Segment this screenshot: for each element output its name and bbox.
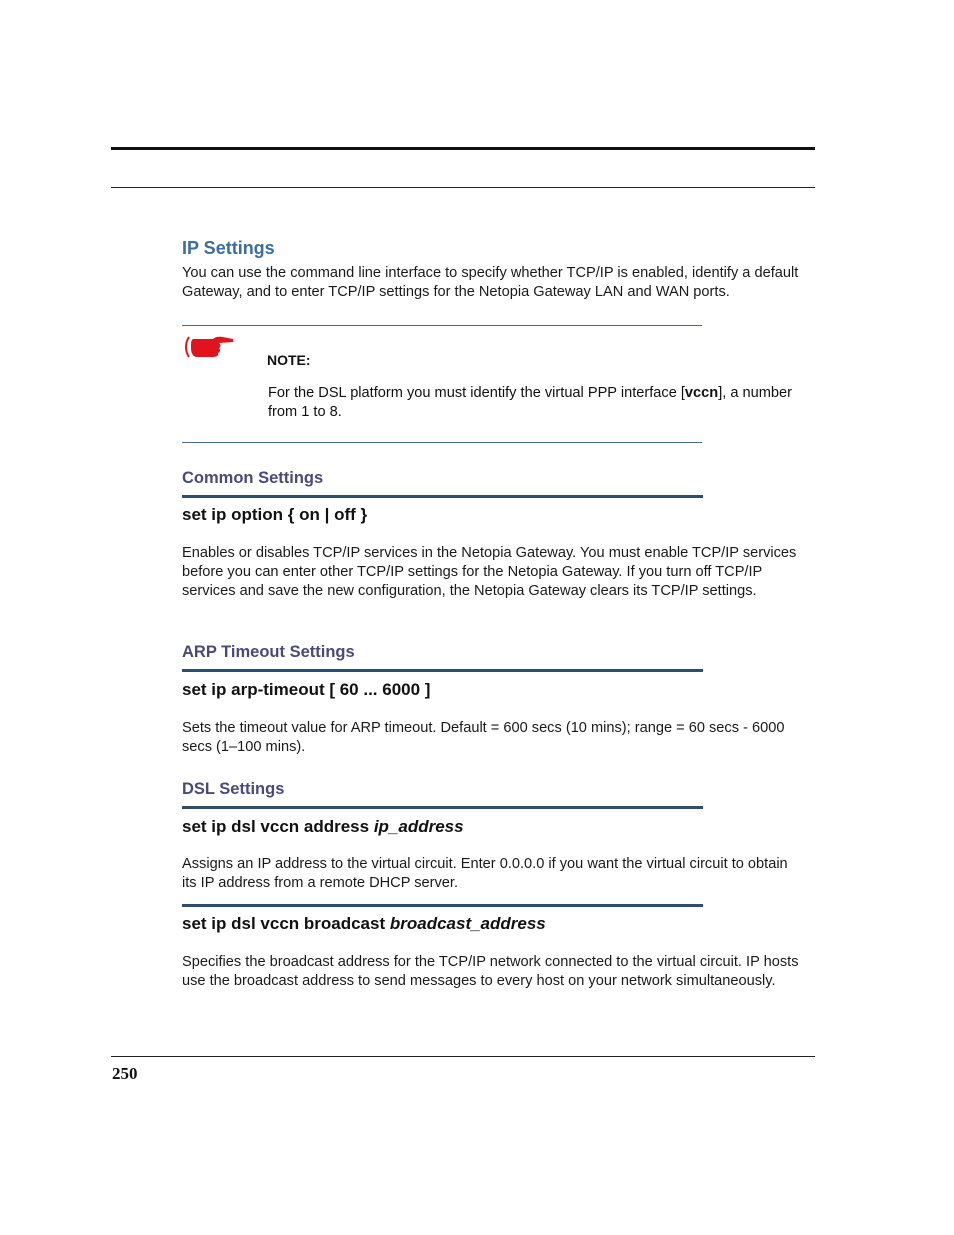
note-rule-top bbox=[182, 325, 702, 326]
set-ip-dsl-broadcast-command bbox=[182, 914, 546, 934]
address-param: ip_address bbox=[373, 817, 464, 836]
ip-settings-intro: You can use the command line interface to specify whether TCP/IP is enabled, identify a default Gateway, and to enter TCP/IP settings for the Netopia Gateway LAN and WAN ports. bbox=[182, 265, 799, 300]
page-number: 250 bbox=[112, 1064, 138, 1083]
pointing-hand-icon bbox=[183, 333, 235, 361]
dsl-settings-rule bbox=[182, 806, 703, 809]
broadcast-command-text: set ip dsl vccn broadcast bbox=[182, 914, 390, 933]
set-ip-dsl-address-command bbox=[182, 817, 464, 837]
arp-timeout-description: Sets the timeout value for ARP timeout. Default = 600 secs (10 mins); range = 60 secs - 6000 secs (1–100 mins). bbox=[182, 720, 785, 755]
note-text-bold: vccn bbox=[684, 385, 719, 401]
note-label: NOTE: bbox=[267, 352, 311, 368]
ip-settings-heading: IP Settings bbox=[182, 238, 275, 258]
set-ip-arp-timeout-command: set ip arp-timeout [ 60 ... 6000 ] bbox=[182, 680, 431, 699]
note-text-after: ], a number from 1 to 8. bbox=[268, 385, 793, 420]
note-text bbox=[268, 384, 808, 422]
arp-timeout-heading: ARP Timeout Settings bbox=[182, 643, 355, 661]
arp-timeout-rule bbox=[182, 669, 703, 672]
footer-rule bbox=[111, 1056, 815, 1057]
set-ip-option-command: set ip option { on | off } bbox=[182, 505, 368, 524]
address-command-text: set ip dsl vccn address bbox=[182, 817, 374, 836]
note-rule-bottom bbox=[182, 442, 702, 443]
dsl-broadcast-description: Specifies the broadcast address for the TCP/IP network connected to the virtual circuit. IP hosts use the broadcast address to send messages to every host on your network simultaneously. bbox=[182, 954, 799, 989]
common-settings-rule bbox=[182, 495, 703, 498]
header-rule-thick bbox=[111, 147, 815, 150]
common-settings-heading: Common Settings bbox=[182, 469, 324, 487]
note-text-before: For the DSL platform you must identify the virtual PPP interface [ bbox=[268, 385, 685, 401]
dsl-address-description: Assigns an IP address to the virtual circuit. Enter 0.0.0.0 if you want the virtual circuit to obtain its IP address from a remote DHCP server. bbox=[182, 856, 788, 891]
set-ip-option-description: Enables or disables TCP/IP services in the Netopia Gateway. You must enable TCP/IP services before you can enter other TCP/IP settings for the Netopia Gateway. If you turn off TCP/IP services and save the new configuration, the Netopia Gateway clears its TCP/IP settings. bbox=[182, 545, 797, 599]
dsl-settings-heading: DSL Settings bbox=[182, 780, 285, 798]
header-rule-thin bbox=[111, 187, 815, 188]
broadcast-param: broadcast_address bbox=[389, 914, 546, 933]
dsl-broadcast-rule bbox=[182, 904, 703, 907]
